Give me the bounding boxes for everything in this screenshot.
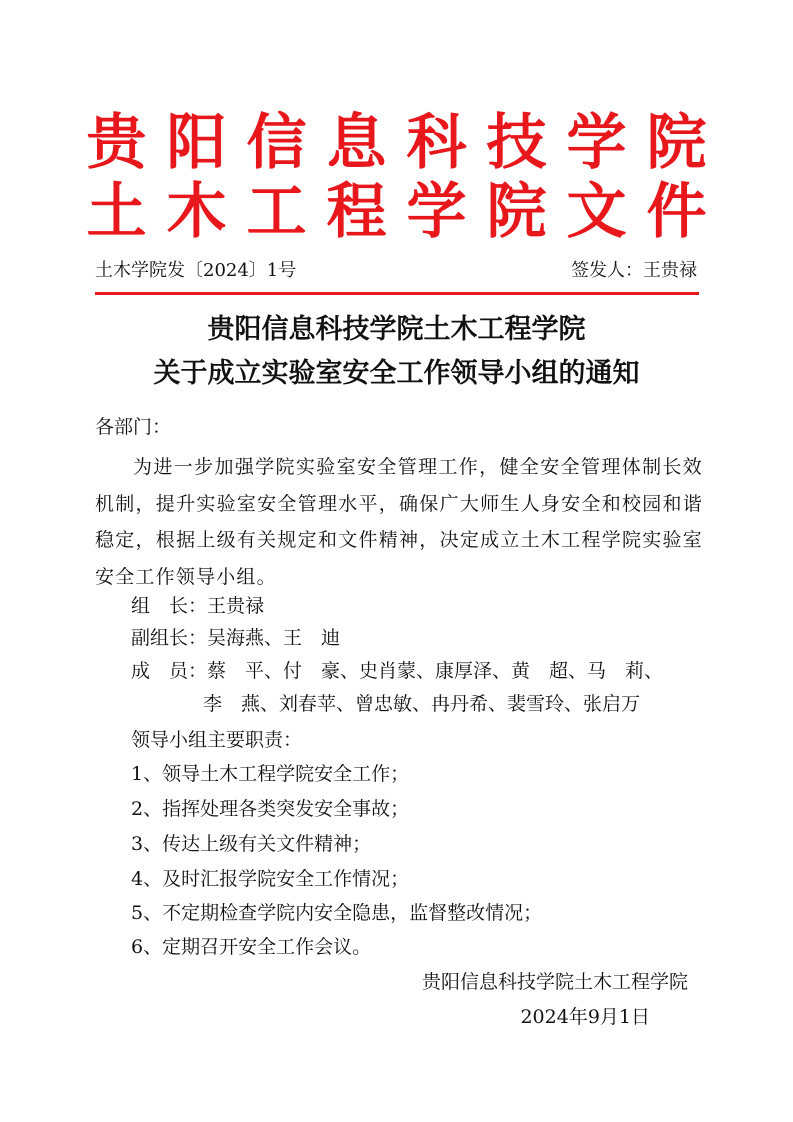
title-line-1: 贵阳信息科技学院土木工程学院 <box>207 314 586 345</box>
duty-item: 5、不定期检查学院内安全隐患，监督整改情况； <box>131 902 543 924</box>
duties-heading: 领导小组主要职责： <box>131 729 303 751</box>
issuer: 签发人：王贵禄 <box>571 260 697 281</box>
red-header-line-1: 贵阳信息科技学院 <box>86 108 727 178</box>
duty-item: 1、领导土木工程学院安全工作； <box>131 763 410 785</box>
intro-paragraph: 为进一步加强学院实验室安全管理工作，健全安全管理体制长效机制，提升实验室安全管理水平，确保广大师生人身安全和校园和谐稳定，根据上级有关规定和文件精神，决定成立土木工程学院实验室安全工作领导小组。 <box>95 456 703 588</box>
title-line-2: 关于成立实验室安全工作领导小组的通知 <box>153 358 640 389</box>
signature-date: 2024年9月1日 <box>520 1006 650 1028</box>
red-separator-line <box>95 292 699 295</box>
members-line-2: 李 燕、刘春苹、曾忠敏、冉丹希、裴雪玲、张启万 <box>203 693 641 715</box>
red-header-line-2: 土木工程学院文件 <box>86 177 727 247</box>
duty-item: 4、及时汇报学院安全工作情况； <box>131 868 410 890</box>
group-leader: 组 长：王贵禄 <box>131 595 265 617</box>
duty-item: 3、传达上级有关文件精神； <box>131 833 372 855</box>
signature-organization: 贵阳信息科技学院土木工程学院 <box>421 971 688 993</box>
deputy-leaders: 副组长：吴海燕、王 迪 <box>131 627 341 649</box>
members-line-1: 成 员：蔡 平、付 豪、史肖蒙、康厚泽、黄 超、马 莉、 <box>131 660 664 682</box>
duty-item: 2、指挥处理各类突发安全事故； <box>131 798 410 820</box>
document-number: 土木学院发〔2024〕1号 <box>95 260 297 281</box>
duty-item: 6、定期召开安全工作会议。 <box>131 936 372 958</box>
salutation: 各部门： <box>95 416 172 438</box>
